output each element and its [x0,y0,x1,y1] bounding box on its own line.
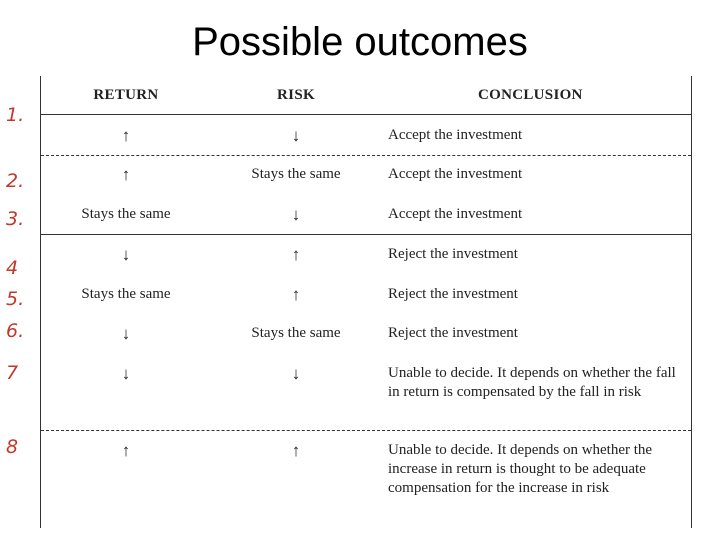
return-cell: ↑ [121,126,131,145]
return-cell: ↑ [121,165,131,184]
slide-title: Possible outcomes [192,20,528,64]
risk-cell: ↑ [291,285,301,304]
return-cell: ↓ [121,364,131,383]
header-risk: RISK [277,87,315,103]
header-divider [41,114,691,115]
return-cell: Stays the same [81,286,171,302]
risk-cell: ↓ [291,205,301,224]
conclusion-cell: Accept the investment [388,166,523,182]
row-number-annotation: 7 [6,362,19,384]
risk-cell: ↓ [291,126,301,145]
row-number-annotation: 1. [6,104,25,126]
risk-cell: ↓ [291,364,301,383]
row-number-annotation: 4 [6,257,19,279]
risk-cell: ↑ [291,441,301,460]
row-divider [41,155,691,156]
outcomes-table [40,76,692,528]
risk-cell: Stays the same [251,325,341,341]
conclusion-cell: Accept the investment [388,127,523,143]
conclusion-cell: Unable to decide. It depends on whether the increase in return is thought to be adequate compensation for the increase in risk [388,442,653,496]
row-divider [41,430,691,431]
row-number-annotation: 8 [6,436,19,458]
conclusion-cell: Reject the investment [388,325,518,341]
risk-cell: Stays the same [251,166,341,182]
header-conclusion: CONCLUSION [478,87,583,103]
return-cell: Stays the same [81,206,171,222]
conclusion-cell: Reject the investment [388,286,518,302]
row-number-annotation: 6. [6,320,25,342]
return-cell: ↑ [121,441,131,460]
return-cell: ↓ [121,245,131,264]
header-return: RETURN [93,87,159,103]
row-number-annotation: 3. [6,208,25,230]
conclusion-cell: Accept the investment [388,206,523,222]
conclusion-cell: Reject the investment [388,246,518,262]
group-divider [41,234,691,235]
return-cell: ↓ [121,324,131,343]
conclusion-cell: Unable to decide. It depends on whether the fall in return is compensated by the fall in risk [388,365,676,400]
row-number-annotation: 5. [6,288,25,310]
row-number-annotation: 2. [6,170,25,192]
risk-cell: ↑ [291,245,301,264]
